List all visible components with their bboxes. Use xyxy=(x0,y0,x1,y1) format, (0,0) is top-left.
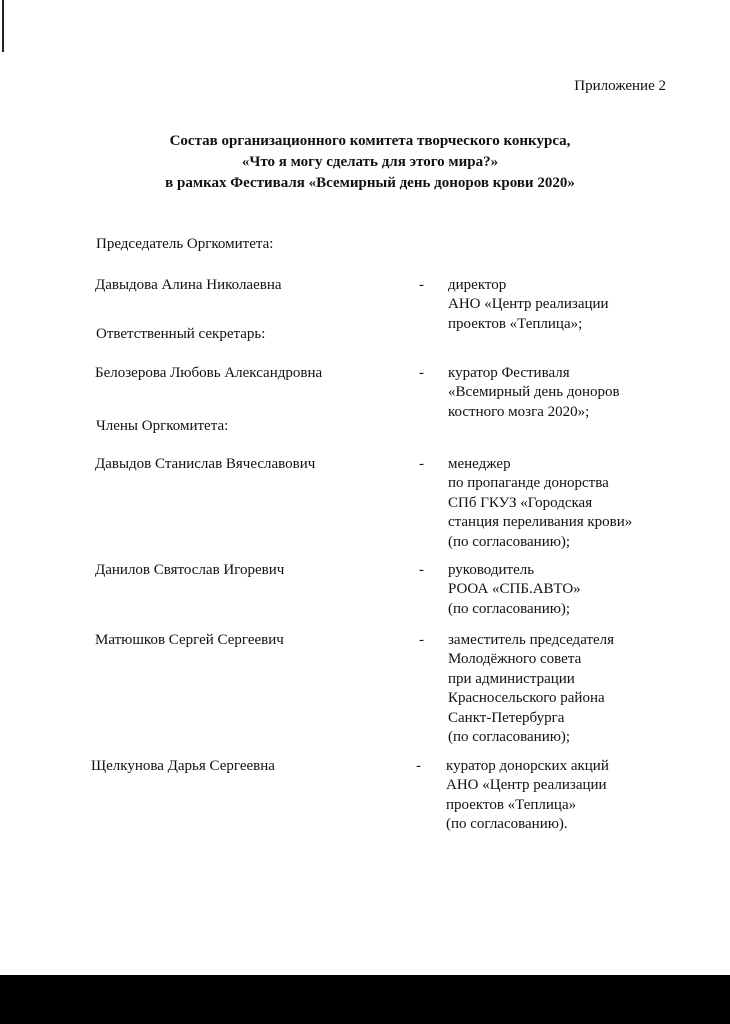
role-line: заместитель председателя xyxy=(448,632,615,648)
role-line: СПб ГКУЗ «Городская xyxy=(448,494,593,511)
section-heading-chair: Председатель Оргкомитета: xyxy=(96,236,274,252)
separator-dash: - xyxy=(419,365,424,381)
role-line: куратор донорских акций xyxy=(446,758,609,774)
role-line: Санкт-Петербурга xyxy=(448,709,565,726)
title-line: Состав организационного комитета творческого конкурса, xyxy=(169,133,571,149)
scan-edge-mark xyxy=(2,0,4,52)
role-line: костного мозга 2020»; xyxy=(448,403,590,420)
role-line: по пропаганде донорства xyxy=(448,475,609,492)
member-role xyxy=(446,757,609,835)
separator-dash: - xyxy=(419,562,424,578)
document-title xyxy=(60,131,680,194)
role-line: при администрации xyxy=(448,670,575,687)
separator-dash: - xyxy=(419,632,424,648)
role-line: Молодёжного совета xyxy=(448,651,582,668)
member-role xyxy=(448,276,609,334)
member-name: Давыдова Алина Николаевна xyxy=(95,277,282,293)
member-role xyxy=(448,364,620,422)
member-role xyxy=(448,561,581,619)
role-line: (по согласованию); xyxy=(448,729,571,746)
role-line: (по согласованию); xyxy=(448,533,571,550)
role-line: станция переливания крови» xyxy=(448,514,633,531)
section-heading-secretary: Ответственный секретарь: xyxy=(96,326,266,342)
role-line: руководитель xyxy=(448,562,535,578)
role-line: менеджер xyxy=(448,456,511,472)
title-line: в рамках Фестиваля «Всемирный день доноров крови 2020» xyxy=(165,175,575,191)
role-line: «Всемирный день доноров xyxy=(448,384,620,401)
title-line: «Что я могу сделать для этого мира?» xyxy=(241,154,499,170)
member-name: Щелкунова Дарья Сергеевна xyxy=(91,758,275,774)
member-name: Данилов Святослав Игоревич xyxy=(95,562,285,578)
appendix-label: Приложение 2 xyxy=(574,78,666,94)
role-line: (по согласованию); xyxy=(448,600,571,617)
role-line: (по согласованию). xyxy=(446,816,568,833)
role-line: АНО «Центр реализации xyxy=(446,777,607,794)
member-name: Белозерова Любовь Александровна xyxy=(95,365,323,381)
separator-dash: - xyxy=(416,758,421,774)
member-role xyxy=(448,455,632,552)
role-line: директор xyxy=(448,277,507,293)
member-name: Давыдов Станислав Вячеславович xyxy=(95,456,316,472)
scan-bottom-band xyxy=(0,975,730,1024)
member-role xyxy=(448,631,614,747)
role-line: проектов «Теплица» xyxy=(446,796,577,813)
role-line: АНО «Центр реализации xyxy=(448,296,609,313)
role-line: проектов «Теплица»; xyxy=(448,315,583,332)
section-heading-members: Члены Оргкомитета: xyxy=(96,418,229,434)
separator-dash: - xyxy=(419,277,424,293)
role-line: куратор Фестиваля xyxy=(448,365,570,381)
role-line: РООА «СПБ.АВТО» xyxy=(448,581,581,598)
separator-dash: - xyxy=(419,456,424,472)
member-name: Матюшков Сергей Сергеевич xyxy=(95,632,284,648)
role-line: Красносельского района xyxy=(448,690,605,707)
